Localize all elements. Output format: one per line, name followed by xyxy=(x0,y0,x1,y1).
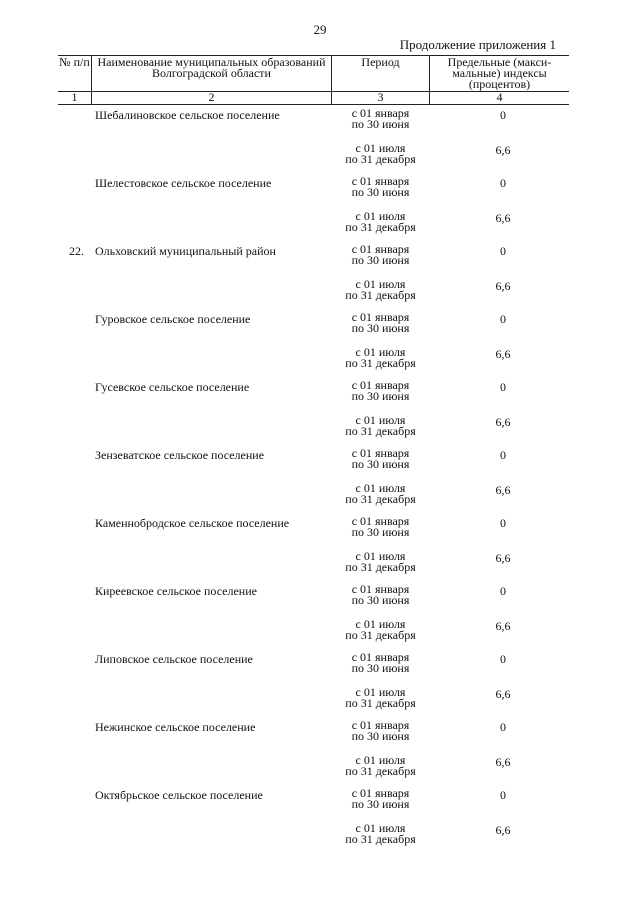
period-second-half xyxy=(332,415,429,437)
period-end: по 30 июня xyxy=(351,729,410,743)
table-row xyxy=(58,445,569,513)
period-first-half xyxy=(332,720,429,742)
period-end: по 30 июня xyxy=(351,253,410,267)
municipality-name: Каменнобродское сельское поселение xyxy=(95,516,290,530)
index-first-half: 0 xyxy=(500,516,506,530)
index-first-half: 0 xyxy=(500,448,506,462)
period-end: по 30 июня xyxy=(351,797,410,811)
period-end: по 31 декабря xyxy=(345,356,416,370)
period-first-half xyxy=(332,516,429,538)
period-first-half xyxy=(332,584,429,606)
table-row xyxy=(58,309,569,377)
period-first-half xyxy=(332,108,429,130)
period-end: по 31 декабря xyxy=(345,764,416,778)
table-header xyxy=(58,55,569,105)
municipality-name: Гуровское сельское поселение xyxy=(95,312,251,326)
period-end: по 31 декабря xyxy=(345,696,416,710)
period-second-half xyxy=(332,551,429,573)
period-end: по 30 июня xyxy=(351,389,410,403)
index-first-half: 0 xyxy=(500,584,506,598)
table-row xyxy=(58,649,569,717)
period-start: с 01 июля xyxy=(355,821,406,835)
period-second-half xyxy=(332,823,429,845)
index-first-half: 0 xyxy=(500,720,506,734)
index-second-half: 6,6 xyxy=(495,279,511,293)
period-start: с 01 июля xyxy=(355,209,406,223)
table-row xyxy=(58,513,569,581)
municipality-name: Гусевское сельское поселение xyxy=(95,380,250,394)
table-row xyxy=(58,105,569,173)
table-body xyxy=(58,105,569,853)
period-first-half xyxy=(332,244,429,266)
period-start: с 01 июля xyxy=(355,753,406,767)
period-start: с 01 июля xyxy=(355,481,406,495)
period-start: с 01 июля xyxy=(355,413,406,427)
period-second-half xyxy=(332,619,429,641)
period-start: с 01 января xyxy=(351,514,410,528)
table-row xyxy=(58,581,569,649)
index-second-half: 6,6 xyxy=(495,687,511,701)
index-second-half: 6,6 xyxy=(495,823,511,837)
period-first-half xyxy=(332,380,429,402)
period-start: с 01 января xyxy=(351,718,410,732)
header-num-1: 1 xyxy=(71,90,78,104)
municipality-name: Зензеватское сельское поселение xyxy=(95,448,265,462)
period-end: по 30 июня xyxy=(351,661,410,675)
table-row xyxy=(58,377,569,445)
period-first-half xyxy=(332,652,429,674)
municipality-name: Октябрьское сельское поселение xyxy=(95,788,263,802)
municipality-name: Шелестовское сельское поселение xyxy=(95,176,272,190)
period-start: с 01 января xyxy=(351,786,410,800)
header-number: № п/п xyxy=(59,55,90,69)
table-row xyxy=(58,241,569,309)
table-row xyxy=(58,785,569,853)
index-first-half: 0 xyxy=(500,312,506,326)
municipality-name: Киреевское сельское поселение xyxy=(95,584,257,598)
period-start: с 01 января xyxy=(351,378,410,392)
period-start: с 01 января xyxy=(351,310,410,324)
period-start: с 01 июля xyxy=(355,617,406,631)
table-row xyxy=(58,173,569,241)
period-end: по 30 июня xyxy=(351,593,410,607)
period-second-half xyxy=(332,143,429,165)
period-end: по 31 декабря xyxy=(345,492,416,506)
period-second-half xyxy=(332,483,429,505)
index-second-half: 6,6 xyxy=(495,415,511,429)
index-second-half: 6,6 xyxy=(495,619,511,633)
period-start: с 01 июля xyxy=(355,277,406,291)
period-end: по 31 декабря xyxy=(345,560,416,574)
period-second-half xyxy=(332,211,429,233)
period-start: с 01 июля xyxy=(355,549,406,563)
index-second-half: 6,6 xyxy=(495,483,511,497)
header-num-3: 3 xyxy=(377,90,384,104)
index-first-half: 0 xyxy=(500,176,506,190)
index-first-half: 0 xyxy=(500,652,506,666)
period-end: по 31 декабря xyxy=(345,832,416,846)
header-name: Наименование муниципальных образований Волгоградской области xyxy=(97,55,326,80)
index-second-half: 6,6 xyxy=(495,211,511,225)
period-start: с 01 января xyxy=(351,650,410,664)
period-start: с 01 января xyxy=(351,446,410,460)
period-end: по 30 июня xyxy=(351,525,410,539)
index-second-half: 6,6 xyxy=(495,755,511,769)
header-num-2: 2 xyxy=(208,90,215,104)
period-second-half xyxy=(332,755,429,777)
period-start: с 01 января xyxy=(351,582,410,596)
period-end: по 31 декабря xyxy=(345,152,416,166)
period-start: с 01 января xyxy=(351,242,410,256)
period-start: с 01 января xyxy=(351,106,410,120)
index-second-half: 6,6 xyxy=(495,347,511,361)
period-end: по 30 июня xyxy=(351,321,410,335)
period-end: по 30 июня xyxy=(351,117,410,131)
index-first-half: 0 xyxy=(500,788,506,802)
period-first-half xyxy=(332,312,429,334)
period-end: по 31 декабря xyxy=(345,288,416,302)
period-start: с 01 июля xyxy=(355,141,406,155)
period-first-half xyxy=(332,788,429,810)
index-first-half: 0 xyxy=(500,244,506,258)
municipality-name: Нежинское сельское поселение xyxy=(95,720,256,734)
header-num-4: 4 xyxy=(496,90,503,104)
period-start: с 01 июля xyxy=(355,345,406,359)
index-second-half: 6,6 xyxy=(495,143,511,157)
period-end: по 30 июня xyxy=(351,185,410,199)
period-end: по 31 декабря xyxy=(345,628,416,642)
period-first-half xyxy=(332,176,429,198)
index-first-half: 0 xyxy=(500,380,506,394)
period-start: с 01 января xyxy=(351,174,410,188)
period-end: по 30 июня xyxy=(351,457,410,471)
municipality-name: Липовское сельское поселение xyxy=(95,652,253,666)
period-second-half xyxy=(332,279,429,301)
index-second-half: 6,6 xyxy=(495,551,511,565)
municipality-name: Шебалиновское сельское поселение xyxy=(95,108,280,122)
index-first-half: 0 xyxy=(500,108,506,122)
row-number: 22. xyxy=(69,244,84,258)
period-second-half xyxy=(332,347,429,369)
header-period: Период xyxy=(361,55,400,69)
page-number: 29 xyxy=(313,22,327,37)
period-first-half xyxy=(332,448,429,470)
header-index: Предельные (макси-мальные) индексы (процентов) xyxy=(447,55,552,91)
table-row xyxy=(58,717,569,785)
period-second-half xyxy=(332,687,429,709)
period-end: по 31 декабря xyxy=(345,220,416,234)
period-start: с 01 июля xyxy=(355,685,406,699)
municipality-name: Ольховский муниципальный район xyxy=(95,244,276,258)
continuation-label: Продолжение приложения 1 xyxy=(399,37,556,52)
period-end: по 31 декабря xyxy=(345,424,416,438)
indices-table xyxy=(58,55,569,853)
